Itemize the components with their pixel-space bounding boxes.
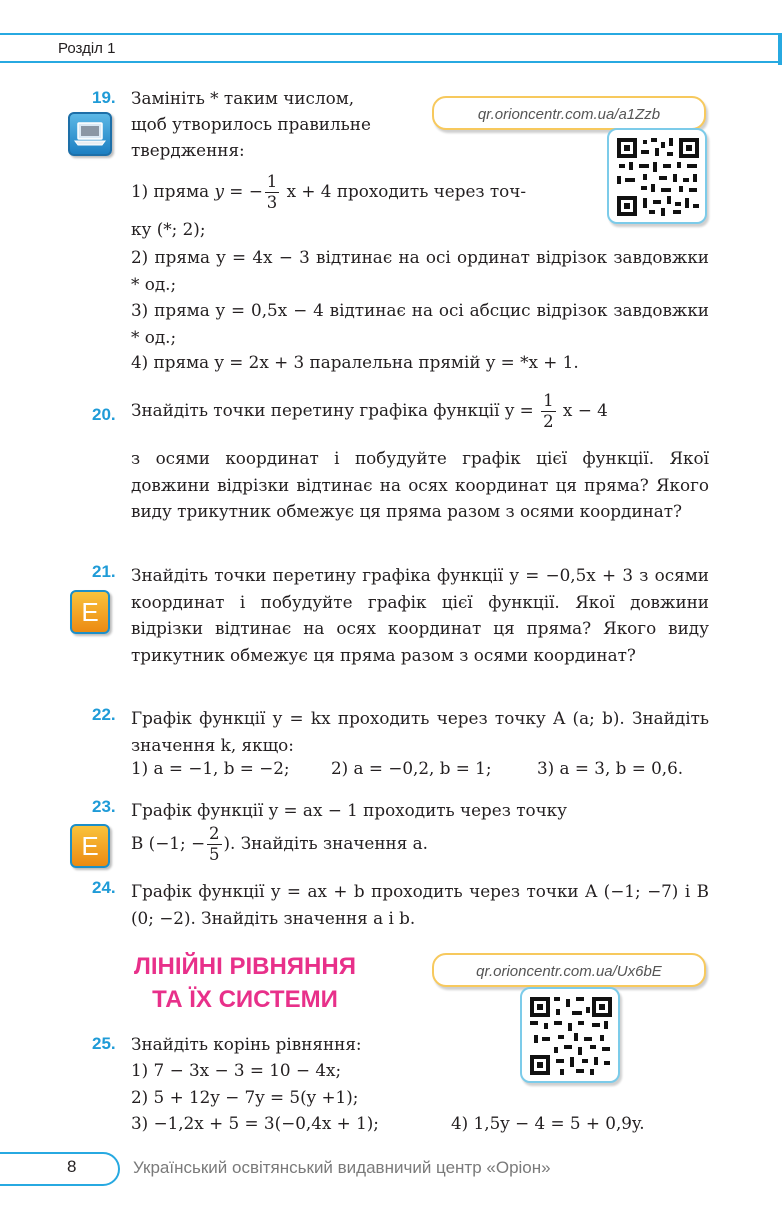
- p22-opt1: 1) a = −1, b = −2;: [131, 758, 290, 778]
- section-heading-line1: ЛІНІЙНІ РІВНЯННЯ: [134, 953, 356, 980]
- qr-code-box-1[interactable]: [607, 128, 707, 224]
- e-badge-icon: E: [70, 824, 110, 868]
- p22-opt2: 2) a = −0,2, b = 1;: [331, 758, 492, 778]
- p25-eq2: 2) 5 + 12y − 7y = 5(y +1);: [131, 1087, 359, 1107]
- qr-code-icon: [617, 138, 699, 216]
- p25-eq4: 4) 1,5y − 4 = 5 + 0,9y.: [451, 1113, 645, 1133]
- p24-body: Графік функції y = ax + b проходить через точки A (−1; −7) і B (0; −2). Знайдіть значення a і b.: [131, 881, 709, 928]
- problem-20-number: 20.: [92, 405, 116, 424]
- p23-line2-lead: B (−1; −: [131, 833, 205, 853]
- qr-code-box-2[interactable]: [520, 987, 620, 1083]
- f20-lhs: y =: [504, 400, 534, 420]
- fraction-one-half: [541, 391, 556, 432]
- qr-code-icon: [530, 997, 612, 1075]
- p21-body: Знайдіть точки перетину графіка функції y = −0,5x + 3 з осями координат і побудуйте графік цієї функції. Якої довжини відрізки відтинає на осях координат ця пряма? Якого виду трикутник обмежує ця пряма разом з осями координат?: [131, 565, 709, 665]
- p25-lead: Знайдіть корінь рівняння:: [131, 1034, 362, 1054]
- p19-item2: 2) пряма y = 4x − 3 відтинає на осі ординат відрізок завдовжки * од.;: [131, 247, 709, 294]
- laptop-icon-graphic: [70, 114, 110, 154]
- p19-item1-cont: ку (*; 2);: [131, 219, 206, 239]
- page-number: 8: [67, 1157, 77, 1176]
- problem-22-number: 22.: [92, 705, 116, 724]
- p19-item1-lead: 1) пряма: [131, 181, 215, 201]
- fraction-one-third: [265, 172, 280, 213]
- p19-item4: 4) пряма y = 2x + 3 паралельна прямій y = *x + 1.: [131, 352, 579, 372]
- f20-after: x − 4: [562, 400, 608, 420]
- f19-after: x + 4: [286, 181, 332, 201]
- p19-item1: 1) пряма y = − $\frac{1}{3}$ x + 4 проходить через точ-: [131, 172, 527, 212]
- p23-line2: [131, 824, 428, 865]
- p19-item1-tail: проходить через точ-: [336, 181, 527, 201]
- section-label: Розділ 1: [58, 40, 116, 57]
- p25-eq3: 3) −1,2x + 5 = 3(−0,4x + 1);: [131, 1113, 379, 1133]
- f19-sign: −: [248, 181, 263, 201]
- section-heading-line2: ТА ЇХ СИСТЕМИ: [152, 986, 338, 1013]
- p19-intro-line3: твердження:: [131, 140, 245, 160]
- qr-link-pill-1[interactable]: qr.orioncentr.com.ua/a1Zzb: [432, 96, 706, 130]
- p22-opt3: 3) a = 3, b = 0,6.: [537, 758, 684, 778]
- p20-lead-line: [131, 391, 608, 432]
- p20-lead: Знайдіть точки перетину графіка функції: [131, 400, 500, 420]
- f19-numerator: 1: [266, 172, 278, 191]
- p19-item3: 3) пряма y = 0,5x − 4 відтинає на осі абсцис відрізок завдовжки * од.;: [131, 300, 709, 347]
- header-edge-marker: [778, 33, 782, 65]
- f23-denominator: 5: [209, 845, 220, 864]
- problem-21-number: 21.: [92, 562, 116, 581]
- section-heading: [110, 950, 380, 1016]
- fraction-two-fifths: [207, 824, 222, 865]
- e-badge-icon: E: [70, 590, 110, 634]
- p23-line2-tail: ). Знайдіть значення a.: [223, 833, 428, 853]
- f19-denominator: 3: [266, 193, 278, 212]
- f20-numerator: 1: [543, 391, 554, 410]
- problem-23-number: 23.: [92, 797, 116, 816]
- problem-25-number: 25.: [92, 1034, 116, 1053]
- problem-19-number: 19.: [92, 88, 116, 107]
- f23-numerator: 2: [209, 824, 220, 843]
- p20-body: з осями координат і побудуйте графік цієї функції. Якої довжини відрізки відтинає на осях координат ця пряма? Якого виду трикутник обмежує ця пряма разом з осями координат?: [131, 448, 709, 521]
- p22-body: Графік функції y = kx проходить через точку A (a; b). Знайдіть значення k, якщо:: [131, 708, 709, 755]
- p25-eq1: 1) 7 − 3x − 3 = 10 − 4x;: [131, 1060, 342, 1080]
- laptop-icon: [68, 112, 112, 156]
- problem-24-number: 24.: [92, 878, 116, 897]
- publisher-footer: Український освітянський видавничий центр «Оріон»: [133, 1158, 551, 1177]
- p23-line1: Графік функції y = ax − 1 проходить через точку: [131, 800, 568, 820]
- f20-denominator: 2: [543, 412, 554, 431]
- p19-intro-line2: щоб утворилось правильне: [131, 114, 371, 134]
- page-header: [0, 33, 782, 63]
- page-number-tab: [0, 1152, 120, 1186]
- p19-intro-line1: Замініть * таким числом,: [131, 88, 355, 108]
- qr-link-pill-2[interactable]: qr.orioncentr.com.ua/Ux6bE: [432, 953, 706, 987]
